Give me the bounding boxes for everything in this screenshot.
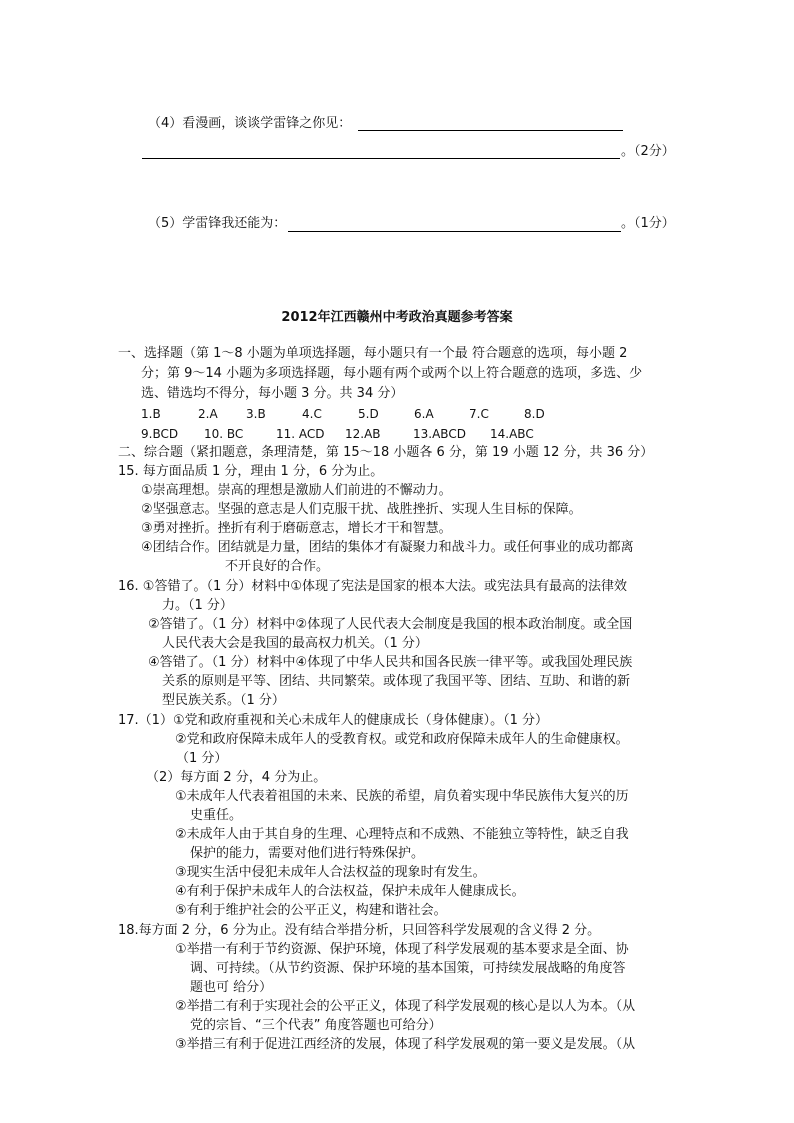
answer-item: 3.B — [246, 407, 266, 421]
q17-line: ①未成年人代表着祖国的未来、民族的希望，肩负着实现中华民族伟大复兴的历 — [175, 789, 629, 804]
answer-item: 12.AB — [345, 427, 381, 441]
q15-line: ④团结合作。团结就是力量，团结的集体才有凝聚力和战斗力。或任何事业的成功都离 — [141, 540, 634, 555]
answer-item: 2.A — [198, 407, 218, 421]
q17-line: ③现实生活中侵犯未成年人合法权益的现象时有发生。 — [175, 865, 486, 880]
q17-line: 史重任。 — [190, 808, 243, 823]
q17-line: （2）每方面 2 分，4 分为止。 — [146, 770, 327, 785]
answer-item: 9.BCD — [141, 427, 179, 441]
q15-line: 不开良好的合作。 — [225, 559, 330, 574]
q16-line: 型民族关系。（1 分） — [162, 693, 285, 708]
section1-cont-2: 选、错选均不得分，每小题 3 分。共 34 分） — [141, 386, 404, 401]
answer-item: 8.D — [524, 407, 545, 421]
q15-line: ③勇对挫折。挫折有利于磨砺意志，增长才干和智慧。 — [141, 521, 452, 536]
q17-line: （1 分） — [176, 751, 228, 766]
q4-score: 。（2分） — [621, 144, 675, 159]
q4-prompt: （4）看漫画，谈谈学雷锋之你见： — [148, 116, 352, 131]
q17-line: ⑤有利于维护社会的公平正义，构建和谐社会。 — [175, 903, 447, 918]
q18-line: 18.每方面 2 分，6 分为止。没有结合举措分析，只回答科学发展观的含义得 2 分。 — [118, 923, 601, 938]
q17-line: ④有利于保护未成年人的合法权益，保护未成年人健康成长。 — [175, 884, 525, 899]
section1-cont-1: 分；第 9～14 小题为多项选择题，每小题有两个或两个以上符合题意的选项，多选、少 — [141, 366, 643, 381]
q18-line: 调、可持续。（从节约资源、保护环境的基本国策，可持续发展战略的角度答 — [190, 961, 626, 976]
q5-score: 。（1分） — [621, 216, 675, 231]
q16-line: 人民代表大会是我国的最高权力机关。（1 分） — [162, 636, 428, 651]
q17-line: ②党和政府保障未成年人的受教育权。或党和政府保障未成年人的生命健康权。 — [175, 732, 629, 747]
q15-lead: 15. 每方面品质 1 分，理由 1 分，6 分为止。 — [118, 464, 384, 479]
q5-answer-line — [288, 231, 621, 232]
q5-prompt: （5）学雷锋我还能为： — [148, 216, 287, 231]
q17-line: ②未成年人由于其自身的生理、心理特点和不成熟、不能独立等特性，缺乏自我 — [175, 827, 629, 842]
answer-item: 1.B — [141, 407, 161, 421]
q18-line: ②举措二有利于实现社会的公平正义，体现了科学发展观的核心是以人为本。（从 — [175, 999, 636, 1014]
section2-heading: 二、综合题（紧扣题意，条理清楚，第 15～18 小题各 6 分，第 19 小题 12 分，共 36 分） — [118, 445, 654, 460]
answer-item: 7.C — [469, 407, 489, 421]
q15-line: ②坚强意志。坚强的意志是人们克服干扰、战胜挫折、实现人生目标的保障。 — [141, 502, 582, 517]
answer-item: 11. ACD — [276, 427, 325, 441]
q16-line: 关系的原则是平等、团结、共同繁荣。或体现了我国平等、团结、互助、和谐的新 — [162, 674, 631, 689]
q17-line: 17.（1）①党和政府重视和关心未成年人的健康成长（身体健康）。（1 分） — [118, 713, 549, 728]
q16-line: 力。（1 分） — [162, 598, 233, 613]
answer-item: 6.A — [414, 407, 434, 421]
q18-line: ③举措三有利于促进江西经济的发展，体现了科学发展观的第一要义是发展。（从 — [175, 1037, 636, 1052]
q4-answer-line-2 — [142, 158, 620, 159]
q15-line: ①崇高理想。崇高的理想是激励人们前进的不懈动力。 — [141, 483, 452, 498]
q17-line: 保护的能力，需要对他们进行特殊保护。 — [190, 846, 425, 861]
section1-heading: 一、选择题（第 1～8 小题为单项选择题，每小题只有一个最 符合题意的选项，每小题 2 — [118, 346, 628, 361]
answer-item: 4.C — [302, 407, 322, 421]
q18-line: 题也可 给分） — [190, 980, 273, 995]
answer-item: 14.ABC — [490, 427, 534, 441]
answer-item: 13.ABCD — [413, 427, 466, 441]
q18-line: ①举措一有利于节约资源、保护环境，体现了科学发展观的基本要求是全面、协 — [175, 942, 629, 957]
q16-line: ②答错了。（1 分）材料中②体现了人民代表大会制度是我国的根本政治制度。或全国 — [148, 617, 633, 632]
q18-line: 党的宗旨、“三个代表” 角度答题也可给分） — [190, 1018, 442, 1033]
answer-item: 10. BC — [204, 427, 244, 441]
q16-line: 16. ①答错了。（1 分）材料中①体现了宪法是国家的根本大法。或宪法具有最高的法律效 — [118, 579, 628, 594]
q16-line: ④答错了。（1 分）材料中④体现了中华人民共和国各民族一律平等。或我国处理民族 — [148, 655, 633, 670]
page-title: 2012年江西赣州中考政治真题参考答案 — [281, 310, 513, 325]
answer-item: 5.D — [358, 407, 379, 421]
q4-answer-line-1 — [358, 130, 623, 131]
